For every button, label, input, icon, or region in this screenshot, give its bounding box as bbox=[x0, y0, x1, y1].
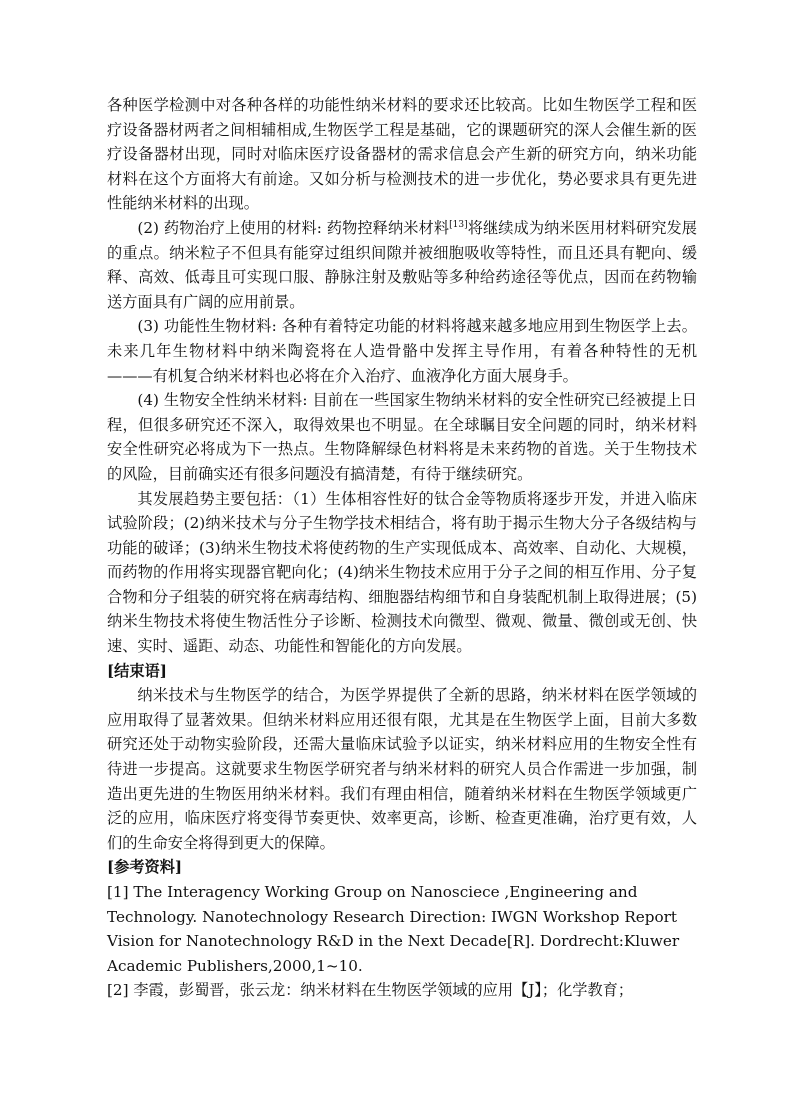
paragraph-drug-materials-lead: (2) 药物治疗上使用的材料: 药物控释纳米材料 bbox=[137, 218, 450, 237]
paragraph-development-trends: 其发展趋势主要包括：（1）生体相容性好的钛合金等物质将逐步开发，并进入临床试验阶段；(2)纳米技术与分子生物学技术相结合，将有助于揭示生物大分子各级结构与功能的破译；(3)纳米生物技术将使药物的生产实现低成本、高效率、自动化、大规模，而药物的作用将实现器官靶向化；(4)纳米生物技术应用于分子之间的相互作用、分子复合物和分子组装的研究将在病毒结构、细胞器结构细节和自身装配机制上取得进展；(5)纳米生物技术将使生物活性分子诊断、检测技术向微型、微观、微量、微创或无创、快速、实时、遥距、动态、功能性和智能化的方向发展。 bbox=[107, 489, 697, 656]
heading-conclusion: [结束语] bbox=[107, 661, 167, 680]
paragraph-functional-biomaterials: (3) 功能性生物材料: 各种有着特定功能的材料将越来越多地应用到生物医学上去。未来几年生物材料中纳米陶瓷将在人造骨骼中发挥主导作用，有着各种特性的无机———有机复合纳米材料也必将在介入治疗、血液净化方面大展身手。 bbox=[107, 317, 697, 385]
paragraph-drug-materials bbox=[107, 216, 697, 314]
reference-item-1: [1] The Interagency Working Group on Nanosciece ,Engineering and Technology. Nanotechnology Research Direction: IWGN Workshop Report Vision for Nanotechnology R&D in the Next Decade[R]. Dordrecht:Kluwer Academic Publishers,2000,1~10. bbox=[107, 883, 680, 975]
citation-13: [13] bbox=[449, 219, 468, 230]
document-body bbox=[107, 93, 697, 1003]
reference-item-2: [2] 李霞，彭蜀晋，张云龙：纳米材料在生物医学领域的应用【J】；化学教育； bbox=[107, 981, 634, 1000]
heading-references: [参考资料] bbox=[107, 858, 183, 877]
paragraph-detection-materials: 各种医学检测中对各种各样的功能性纳米材料的要求还比较高。比如生物医学工程和医疗设备器材两者之间相辅相成,生物医学工程是基础，它的课题研究的深人会催生新的医疗设备器材出现，同时对临床医疗设备器材的需求信息会产生新的研究方向，纳米功能材料在这个方面将大有前途。又如分析与检测技术的进一步优化，势必要求具有更先进性能纳米材料的出现。 bbox=[107, 96, 697, 213]
paragraph-conclusion: 纳米技术与生物医学的结合，为医学界提供了全新的思路，纳米材料在医学领域的应用取得了显著效果。但纳米材料应用还很有限，尤其是在生物医学上面，目前大多数研究还处于动物实验阶段，还需大量临床试验予以证实，纳米材料应用的生物安全性有待进一步提高。这就要求生物医学研究者与纳米材料的研究人员合作需进一步加强，制造出更先进的生物医用纳米材料。我们有理由相信，随着纳米材料在生物医学领域更广泛的应用，临床医疗将变得节奏更快、效率更高，诊断、检查更准确，治疗更有效，人们的生命安全将得到更大的保障。 bbox=[107, 686, 697, 852]
paragraph-drug-materials-body: 将继续成为纳米医用材料研究发展的重点。纳米粒子不但具有能穿过组织间隙并被细胞吸收等特性，而且还具有靶向、缓释、高效、低毒且可实现口服、静脉注射及敷贴等多种给药途径等优点，因而在药物输送方面具有广阔的应用前景。 bbox=[107, 218, 697, 311]
paragraph-biosafety-materials: (4) 生物安全性纳米材料: 目前在一些国家生物纳米材料的安全性研究已经被提上日程，但很多研究还不深入，取得效果也不明显。在全球瞩目安全问题的同时，纳米材料安全性研究必将成为下一热点。生物降解绿色材料将是未来药物的首选。关于生物技术的风险，目前确实还有很多问题没有搞清楚，有待于继续研究。 bbox=[107, 391, 697, 483]
